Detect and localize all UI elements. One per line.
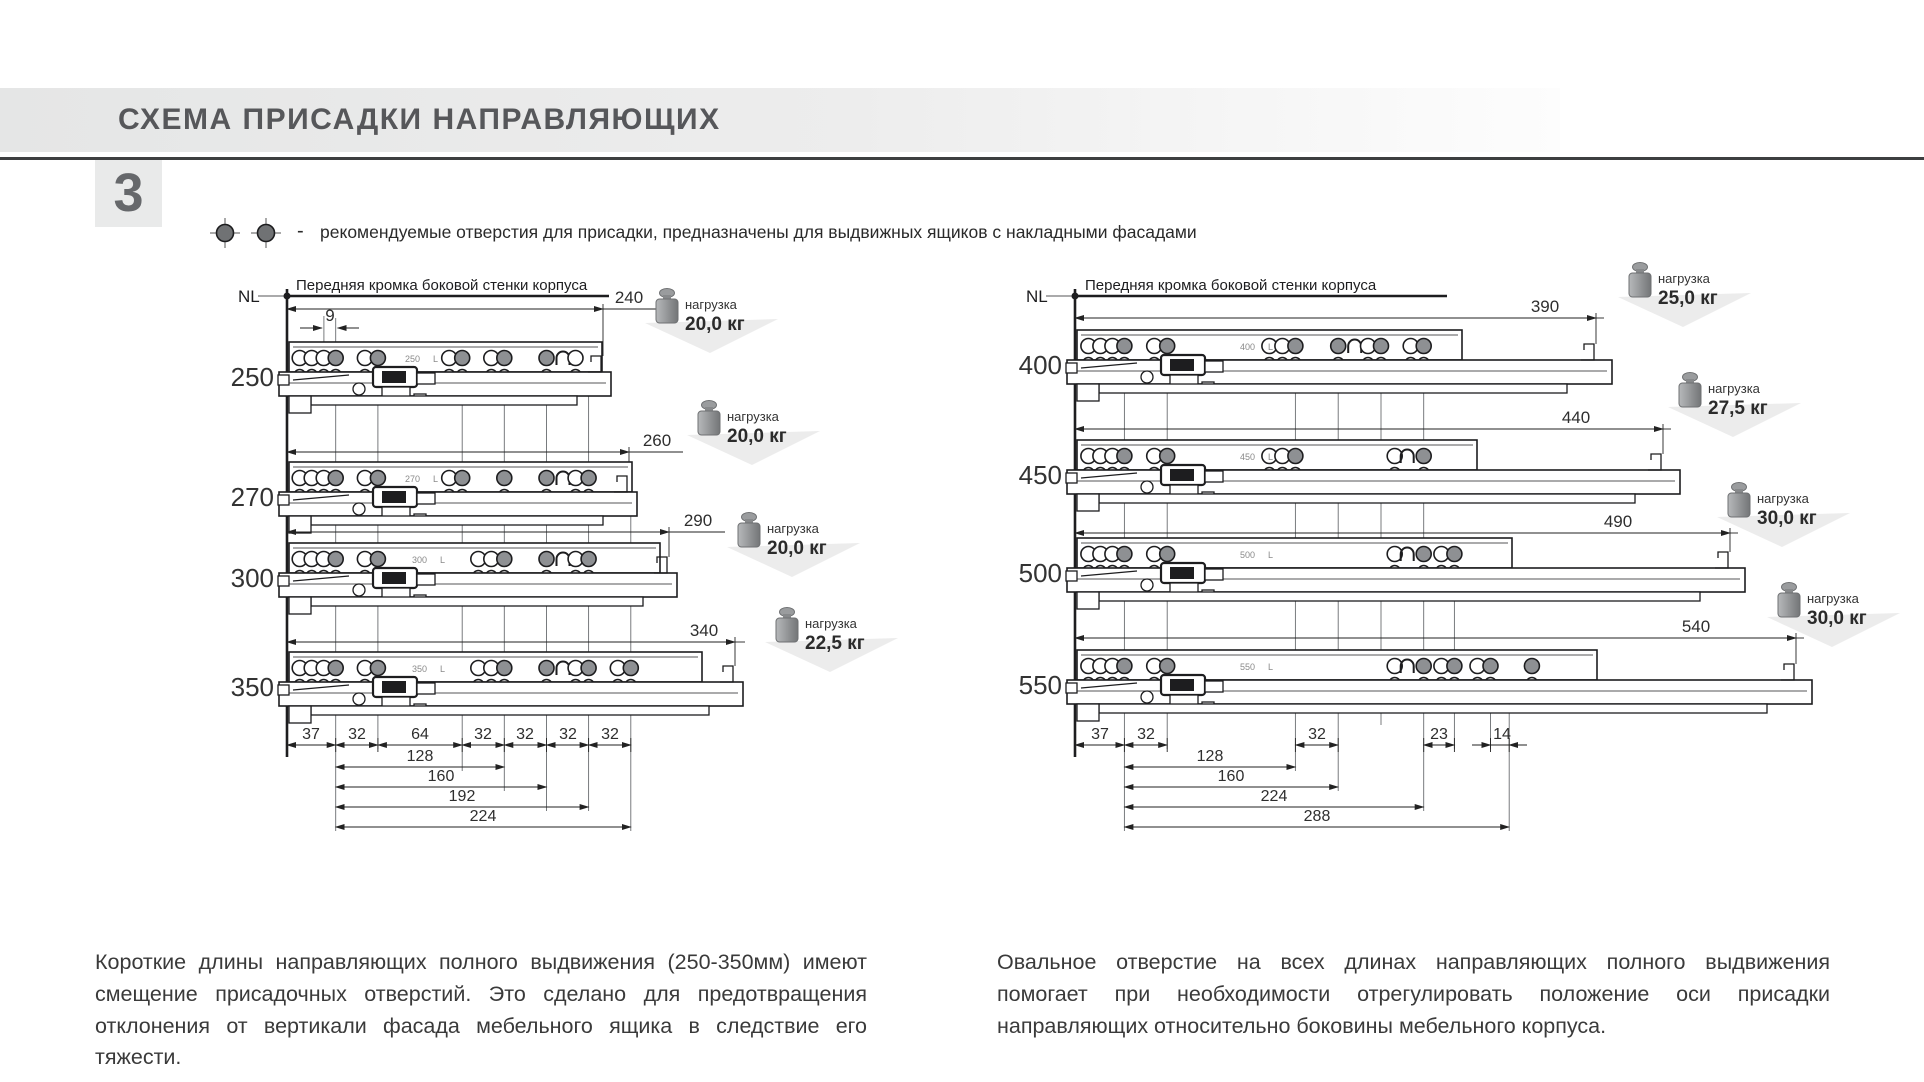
- svg-text:160: 160: [427, 768, 455, 785]
- svg-text:192: 192: [448, 788, 476, 805]
- svg-text:нагрузка: нагрузка: [1807, 591, 1859, 606]
- svg-text:L: L: [1268, 452, 1274, 462]
- weight-icon: [738, 513, 760, 548]
- svg-text:128: 128: [406, 748, 434, 765]
- note-short-lengths: Короткие длины направляющих полного выдвижения (250-350мм) имеют смещение присадочных отверстий. Это сделано для предотвращения отклонения от вертикали фасада мебельного ящика в следствие его тяжести.: [95, 950, 867, 1070]
- svg-text:L: L: [440, 555, 446, 565]
- slide-row-500: [1019, 512, 1745, 609]
- weight-icon: [776, 608, 798, 643]
- svg-text:нагрузка: нагрузка: [685, 297, 737, 312]
- legend-text: рекомендуемые отверстия для присадки, предназначены для выдвижных ящиков с накладными фасадами: [320, 222, 1197, 242]
- svg-text:нагрузка: нагрузка: [1757, 491, 1809, 506]
- svg-text:нагрузка: нагрузка: [1658, 271, 1710, 286]
- length-dim: 490: [1603, 512, 1633, 531]
- rail-text: 450: [1240, 452, 1256, 462]
- svg-text:288: 288: [1303, 808, 1331, 825]
- weight-icon: [656, 289, 678, 324]
- rail-text: 550: [1240, 662, 1256, 672]
- svg-text:32: 32: [1308, 726, 1326, 743]
- svg-text:30,0 кг: 30,0 кг: [1757, 508, 1817, 529]
- length-dim: 260: [642, 431, 672, 450]
- page-title: СХЕМА ПРИСАДКИ НАПРАВЛЯЮЩИХ: [118, 103, 721, 136]
- front-edge-caption: Передняя кромка боковой стенки корпуса: [296, 277, 588, 294]
- svg-text:нагрузка: нагрузка: [727, 409, 779, 424]
- svg-text:20,0 кг: 20,0 кг: [727, 426, 787, 447]
- slide-row-270: [231, 431, 683, 533]
- row-label: 300: [230, 563, 274, 593]
- svg-text:L: L: [1268, 662, 1274, 672]
- svg-text:L: L: [433, 474, 439, 484]
- rail-text: 500: [1240, 550, 1256, 560]
- weight-icon: [1679, 373, 1701, 408]
- svg-text:нагрузка: нагрузка: [805, 616, 857, 631]
- recommended-hole-icon: [210, 218, 281, 248]
- row-label: 500: [1018, 558, 1062, 588]
- svg-text:L: L: [433, 354, 439, 364]
- load-badge: [765, 608, 898, 673]
- slide-row-550: [1019, 617, 1812, 721]
- svg-text:32: 32: [559, 726, 577, 743]
- svg-text:нагрузка: нагрузка: [1708, 381, 1760, 396]
- svg-text:нагрузка: нагрузка: [767, 521, 819, 536]
- svg-text:32: 32: [1137, 726, 1155, 743]
- row-label: 400: [1018, 350, 1062, 380]
- front-edge-caption: Передняя кромка боковой стенки корпуса: [1085, 277, 1377, 294]
- svg-text:224: 224: [1260, 788, 1288, 805]
- load-badge: [727, 513, 860, 578]
- length-dim: 390: [1530, 297, 1560, 316]
- diagram-right: [1019, 263, 1900, 832]
- rail-text: 250: [405, 354, 421, 364]
- svg-text:128: 128: [1196, 748, 1224, 765]
- load-badge: [687, 401, 820, 466]
- svg-text:37: 37: [1091, 726, 1109, 743]
- svg-text:32: 32: [474, 726, 492, 743]
- svg-text:22,5 кг: 22,5 кг: [805, 633, 865, 654]
- svg-text:37: 37: [302, 726, 320, 743]
- svg-text:L: L: [1268, 550, 1274, 560]
- diagram-left: [231, 277, 898, 831]
- svg-text:20,0 кг: 20,0 кг: [767, 538, 827, 559]
- length-dim: 240: [614, 288, 644, 307]
- slide-row-450: [1019, 408, 1680, 511]
- rail-text: 270: [405, 474, 421, 484]
- svg-text:L: L: [440, 664, 446, 674]
- legend-dash: -: [297, 220, 304, 242]
- slide-row-250: [231, 288, 658, 413]
- load-badge: [1767, 583, 1900, 648]
- svg-text:L: L: [1268, 342, 1274, 352]
- weight-icon: [1629, 263, 1651, 298]
- nl-label: NL: [238, 287, 260, 306]
- length-dim: 540: [1681, 617, 1711, 636]
- offset-dim-value: 9: [325, 306, 335, 325]
- svg-text:32: 32: [348, 726, 366, 743]
- load-badge: [1717, 483, 1850, 548]
- svg-text:64: 64: [411, 726, 429, 743]
- svg-text:14: 14: [1493, 726, 1511, 743]
- svg-text:160: 160: [1217, 768, 1245, 785]
- rail-text: 350: [412, 664, 428, 674]
- svg-text:25,0 кг: 25,0 кг: [1658, 288, 1718, 309]
- rail-text: 300: [412, 555, 428, 565]
- length-dim: 340: [689, 621, 719, 640]
- svg-text:224: 224: [469, 808, 497, 825]
- load-badge: [645, 289, 778, 354]
- load-badge: [1618, 263, 1751, 328]
- nl-label: NL: [1026, 287, 1048, 306]
- load-badge: [1668, 373, 1801, 438]
- length-dim: 440: [1561, 408, 1591, 427]
- svg-text:27,5 кг: 27,5 кг: [1708, 398, 1768, 419]
- note-oval-hole: Овальное отверстие на всех длинах направляющих полного выдвижения помогает при необходимости отрегулировать положение оси присадки направляющих относительно боковины мебельного корпуса.: [997, 950, 1830, 1038]
- svg-text:32: 32: [516, 726, 534, 743]
- length-dim: 290: [683, 511, 713, 530]
- row-label: 550: [1018, 670, 1062, 700]
- svg-text:23: 23: [1430, 726, 1448, 743]
- rail-text: 400: [1240, 342, 1256, 352]
- slide-row-400: [1019, 297, 1612, 401]
- row-label: 270: [230, 482, 274, 512]
- svg-text:30,0 кг: 30,0 кг: [1807, 608, 1867, 629]
- weight-icon: [1778, 583, 1800, 618]
- section-number: 3: [95, 160, 162, 227]
- dimension-chain: [287, 726, 631, 827]
- dimension-chain: [1075, 726, 1527, 827]
- svg-text:32: 32: [601, 726, 619, 743]
- svg-text:20,0 кг: 20,0 кг: [685, 314, 745, 335]
- row-label: 350: [230, 672, 274, 702]
- slide-row-350: [231, 621, 745, 723]
- weight-icon: [1728, 483, 1750, 518]
- row-label: 450: [1018, 460, 1062, 490]
- weight-icon: [698, 401, 720, 436]
- row-label: 250: [230, 362, 274, 392]
